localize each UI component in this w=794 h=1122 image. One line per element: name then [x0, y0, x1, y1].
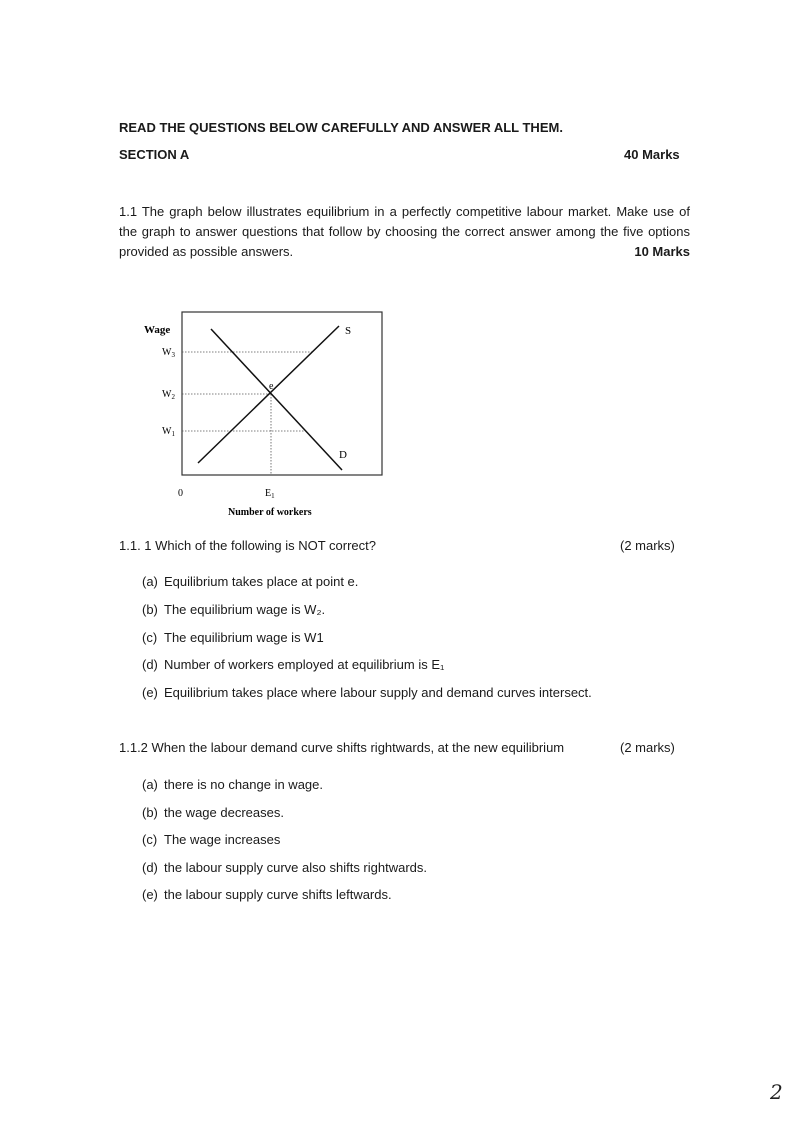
- option-text: The equilibrium wage is W1: [164, 630, 324, 645]
- demand-label: D: [339, 449, 347, 461]
- y-tick-w3: $W_3$: [162, 347, 175, 359]
- supply-label: S: [345, 325, 352, 337]
- supply-curve: [198, 326, 339, 463]
- q2-option-d[interactable]: [142, 859, 427, 876]
- question-intro: [119, 202, 690, 262]
- option-label: (d): [142, 860, 158, 875]
- option-text: Equilibrium takes place where labour supply and demand curves intersect.: [164, 685, 592, 700]
- demand-curve: [211, 329, 342, 470]
- option-text: there is no change in wage.: [164, 777, 323, 792]
- option-label: (e): [142, 685, 158, 700]
- option-label: (a): [142, 574, 158, 589]
- section-marks: 40 Marks: [624, 147, 680, 162]
- q2-marks: (2 marks): [620, 740, 675, 755]
- option-text: Equilibrium takes place at point e.: [164, 574, 359, 589]
- q2-option-b[interactable]: [142, 804, 284, 821]
- q1-option-a[interactable]: [142, 573, 358, 590]
- q1-stem: 1.1. 1 Which of the following is NOT correct?: [119, 538, 376, 553]
- q2-stem: 1.1.2 When the labour demand curve shifts rightwards, at the new equilibrium: [119, 740, 565, 755]
- q1-option-d[interactable]: [142, 656, 444, 673]
- section-title: SECTION A: [119, 147, 190, 162]
- y-axis-label: Wage: [144, 324, 171, 336]
- q1-option-c[interactable]: [142, 629, 324, 646]
- option-text: the wage decreases.: [164, 805, 284, 820]
- q2-option-e[interactable]: [142, 886, 392, 903]
- page-number: 2: [770, 1080, 783, 1104]
- option-label: (a): [142, 777, 158, 792]
- option-label: (b): [142, 805, 158, 820]
- intro-text: 1.1 The graph below illustrates equilibrium in a perfectly competitive labour market. Make use of the graph to answer questions that follow by choosing the correct answer among the five options provided as possible answers.: [119, 204, 690, 259]
- equilibrium-label: e: [269, 381, 274, 392]
- option-label: (d): [142, 657, 158, 672]
- x-tick-e1: $E_1$: [265, 488, 275, 500]
- x-axis-label: Number of workers: [228, 507, 312, 518]
- option-label: (c): [142, 832, 158, 847]
- q1-marks: (2 marks): [620, 538, 675, 553]
- exam-instruction: READ THE QUESTIONS BELOW CAREFULLY AND ANSWER ALL THEM.: [119, 120, 563, 135]
- q1-option-e[interactable]: [142, 684, 592, 701]
- plot-frame: [182, 312, 382, 475]
- option-text: Number of workers employed at equilibrium is E₁: [164, 657, 445, 672]
- labour-market-graph: [135, 300, 395, 525]
- option-text: The equilibrium wage is W₂.: [164, 602, 326, 617]
- option-label: (c): [142, 630, 158, 645]
- option-label: (e): [142, 887, 158, 902]
- q2-option-c[interactable]: [142, 831, 280, 848]
- option-text: the labour supply curve shifts leftwards.: [164, 887, 392, 902]
- q2-option-a[interactable]: [142, 776, 323, 793]
- y-tick-w1: $W_1$: [162, 426, 175, 438]
- y-tick-w2: $W_2$: [162, 389, 175, 401]
- option-text: The wage increases: [164, 832, 281, 847]
- intro-marks: 10 Marks: [634, 244, 690, 259]
- origin-label: 0: [178, 488, 183, 499]
- option-label: (b): [142, 602, 158, 617]
- q1-option-b[interactable]: [142, 601, 325, 618]
- option-text: the labour supply curve also shifts rightwards.: [164, 860, 428, 875]
